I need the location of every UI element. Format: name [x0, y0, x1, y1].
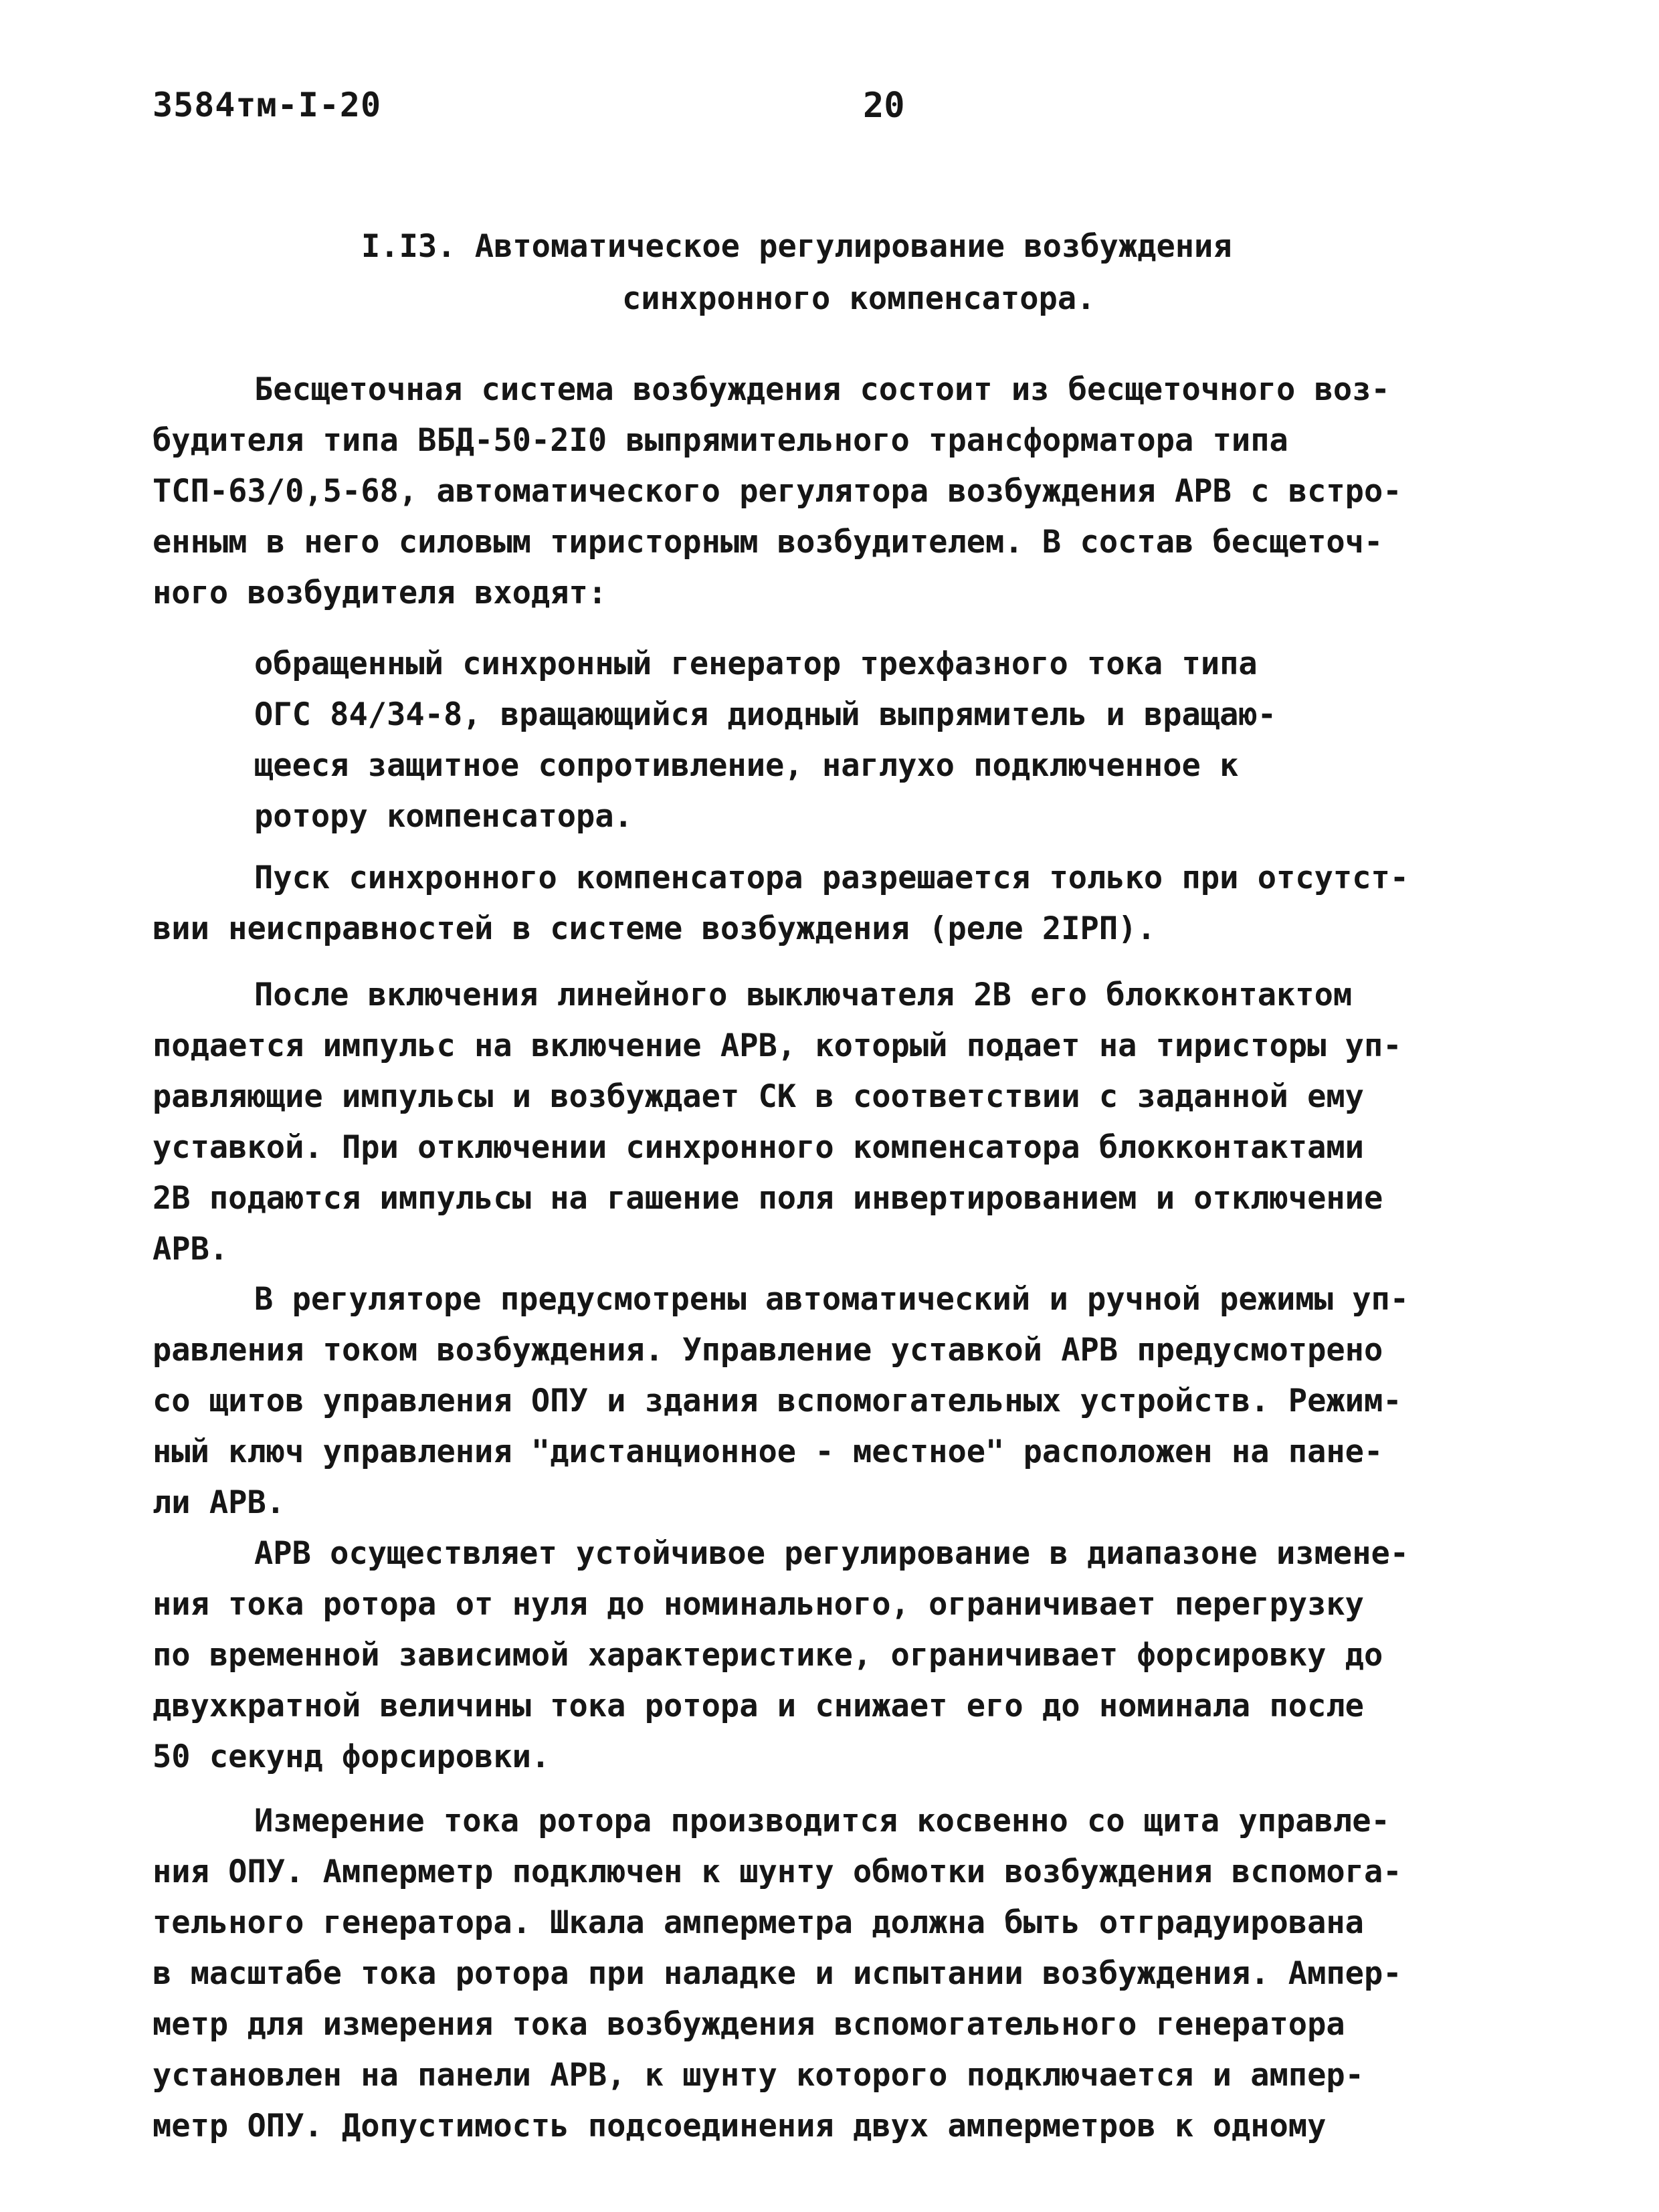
paragraph-excitation-system: [153, 365, 1531, 619]
text-line: обращенный синхронный генератор трехфазного тока типа: [254, 645, 1258, 682]
text-line: по временной зависимой характеристике, ограничивает форсировку до: [153, 1637, 1383, 1674]
text-line: 2В подаются импульсы на гашение поля инвертированием и отключение: [153, 1180, 1383, 1217]
paragraph-start-conditions: [153, 853, 1531, 954]
section-heading: [361, 221, 1365, 325]
text-line: щееся защитное сопротивление, наглухо подключенное к: [254, 747, 1239, 784]
text-line: равляющие импульсы и возбуждает СК в соответствии с заданной ему: [153, 1078, 1364, 1115]
text-line: ния тока ротора от нуля до номинального, ограничивает перегрузку: [153, 1586, 1364, 1623]
section-heading-line: синхронного компенсатора.: [622, 280, 1096, 317]
text-line: установлен на панели АРВ, к шунту которого подключается и ампер-: [153, 2057, 1364, 2094]
text-line: ного возбудителя входят:: [153, 575, 607, 611]
text-line: 50 секунд форсировки.: [153, 1738, 551, 1775]
text-line: енным в него силовым тиристорным возбудителем. В состав бесщеточ-: [153, 524, 1383, 561]
text-line: в масштабе тока ротора при наладке и испытании возбуждения. Ампер-: [153, 1955, 1402, 1992]
text-line: подается импульс на включение АРВ, который подает на тиристоры уп-: [153, 1027, 1402, 1064]
paragraph-current-measurement: [153, 1796, 1531, 2152]
page-number: 20: [863, 86, 905, 126]
text-line: ТСП-63/0,5-68, автоматического регулятора возбуждения АРВ с встро-: [153, 473, 1402, 510]
text-line: ли АРВ.: [153, 1484, 286, 1521]
paragraph-regulator-modes: [153, 1274, 1531, 1528]
text-line: ОГС 84/34-8, вращающийся диодный выпрямитель и вращаю-: [254, 696, 1277, 733]
text-line: равления током возбуждения. Управление уставкой АРВ предусмотрено: [153, 1332, 1383, 1369]
paragraph-arv-regulation: [153, 1528, 1531, 1783]
text-line: метр ОПУ. Допустимость подсоединения двух амперметров к одному: [153, 2108, 1327, 2144]
text-line: двухкратной величины тока ротора и снижает его до номинала после: [153, 1688, 1364, 1724]
text-line: со щитов управления ОПУ и здания вспомогательных устройств. Режим-: [153, 1383, 1402, 1419]
text-line: АРВ осуществляет устойчивое регулирование в диапазоне измене-: [254, 1535, 1409, 1572]
text-line: будителя типа ВБД-50-2I0 выпрямительного трансформатора типа: [153, 422, 1288, 459]
document-code: 3584тм-I-20: [153, 86, 382, 124]
text-line: После включения линейного выключателя 2В его блокконтактом: [254, 977, 1353, 1013]
text-line: Пуск синхронного компенсатора разрешается только при отсутст-: [254, 860, 1409, 896]
text-line: метр для измерения тока возбуждения вспомогательного генератора: [153, 2006, 1345, 2043]
text-line: тельного генератора. Шкала амперметра должна быть отградуирована: [153, 1904, 1364, 1941]
text-line: АРВ.: [153, 1231, 229, 1268]
paragraph-switch-on-sequence: [153, 970, 1531, 1275]
paragraph-exciter-components: [254, 639, 1632, 842]
text-line: вии неисправностей в системе возбуждения (реле 2IРП).: [153, 910, 1156, 947]
text-line: В регуляторе предусмотрены автоматический и ручной режимы уп-: [254, 1281, 1409, 1318]
text-line: Бесщеточная система возбуждения состоит из бесщеточного воз-: [254, 371, 1390, 408]
text-line: ротору компенсатора.: [254, 798, 633, 835]
text-line: ный ключ управления "дистанционное - местное" расположен на пане-: [153, 1433, 1383, 1470]
text-line: Измерение тока ротора производится косвенно со щита управле-: [254, 1803, 1390, 1839]
section-heading-line: I.I3. Автоматическое регулирование возбуждения: [361, 228, 1232, 265]
text-line: уставкой. При отключении синхронного компенсатора блокконтактами: [153, 1129, 1364, 1166]
text-line: ния ОПУ. Амперметр подключен к шунту обмотки возбуждения вспомога-: [153, 1853, 1402, 1890]
